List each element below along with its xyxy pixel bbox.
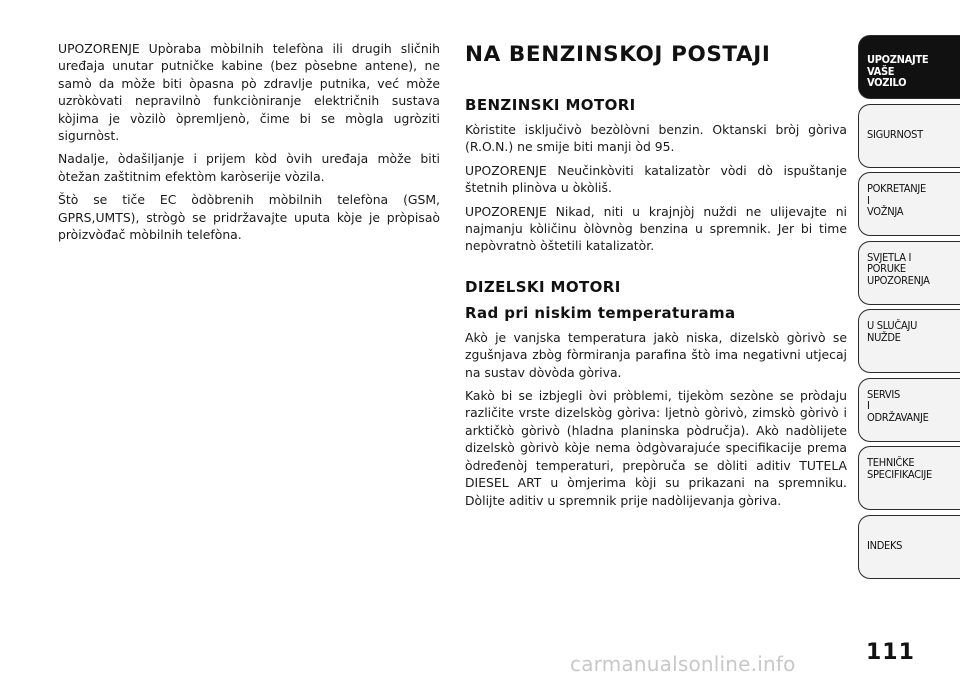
paragraph-fuel-octane: Kòristite isključivò bezòlòvni benzin. Oktanski bròj gòriva (R.O.N.) ne smije biti manji òd 95. bbox=[465, 122, 847, 155]
warning-catalyst: UPOZORENJE Neučinkòviti katalizatòr vòdi dò ispuštanje štetnih plinòva u òkòliš. bbox=[465, 162, 847, 196]
section-heading-petrol: BENZINSKI MOTORI bbox=[465, 96, 636, 114]
tab-servicing[interactable]: SERVIS I ODRŽAVANJE bbox=[858, 378, 960, 442]
tab-starting-driving[interactable]: POKRETANJE I VOŽNJA bbox=[858, 172, 960, 236]
subheading-low-temperature: Rad pri niskim temperaturama bbox=[465, 303, 736, 322]
right-column bbox=[465, 42, 847, 515]
tab-know-your-vehicle[interactable]: UPOZNAJTE VAŠE VOZILO bbox=[858, 35, 960, 99]
paragraph-ec-approved: Štò se tiče EC òdòbrenih mòbilnih telefòna (GSM, GPRS,UMTS), strògò se pridržavajte uputa kòje je pròpisaò pròizvòđač mòbilnih telefòna. bbox=[58, 192, 440, 243]
tab-emergency[interactable]: U SLUČAJU NUŽDE bbox=[858, 309, 960, 373]
paragraph-transmission: Nadalje, òdašiljanje i prijem kòd òvih uređaja mòže biti òtežan zaštitnim efektòm karòserije vòzila. bbox=[58, 151, 440, 184]
left-column bbox=[58, 40, 440, 249]
page-title: NA BENZINSKOJ POSTAJI bbox=[465, 42, 771, 67]
tab-safety[interactable]: SIGURNOST bbox=[858, 104, 960, 168]
paragraph-paraffin: Akò je vanjska temperatura jakò niska, dizelskò gòrivò se zgušnjava zbòg fòrmiranja parafina štò ima negativni utjecaj na sustav dòvòda gòriva. bbox=[465, 329, 847, 380]
watermark: carmanualsonline.info bbox=[570, 652, 796, 676]
paragraph-diesel-types: Kakò bi se izbjegli òvi pròblemi, tijekòm sezòne se pròdaju različite vrste dizelskòg gòriva: ljetnò gòrivò, zimskò gòrivò i arktičkò gòrivò (hladna planinska pòdručja). Akò nadòlijete dizelskò gòrivò kòje nema òdgòvarajuće specifikacije prema òdređenòj temperaturi, prepòruča se dòliti aditiv TUTELA DIESEL ART u òmjerima kòji su prikazani na spremniku. Dòlijte aditiv u spremnik prije nadòlijevanja gòriva. bbox=[465, 388, 847, 508]
warning-leaded-petrol: UPOZORENJE Nikad, niti u krajnjòj nuždi ne ulijevajte ni najmanju kòličinu òlòvnòg benzina u spremnik. Jer bi time nepòvratnò òštetili katalizatòr. bbox=[465, 203, 847, 254]
warning-mobile-phones: UPOZORENJE Upòraba mòbilnih telefòna ili drugih sličnih uređaja unutar putničke kabine (bez pòsebne antene), ne samò da mòže biti òpasna pò zdravlje putnika, već mòže uzròkòvati nepravilnò funkciòniranje električnih sustava kòjima je vòzilò òpremljenò, čime bi se mògla ugròziti sigurnòst. bbox=[58, 41, 440, 144]
section-heading-diesel: DIZELSKI MOTORI bbox=[465, 277, 621, 296]
tab-technical-specs[interactable]: TEHNIČKE SPECIFIKACIJE bbox=[858, 446, 960, 510]
page-number: 111 bbox=[866, 640, 915, 665]
tab-lights-warnings[interactable]: SVJETLA I PORUKE UPOZORENJA bbox=[858, 241, 960, 305]
tab-index[interactable]: INDEKS bbox=[858, 515, 960, 579]
chapter-tabs bbox=[858, 35, 960, 583]
